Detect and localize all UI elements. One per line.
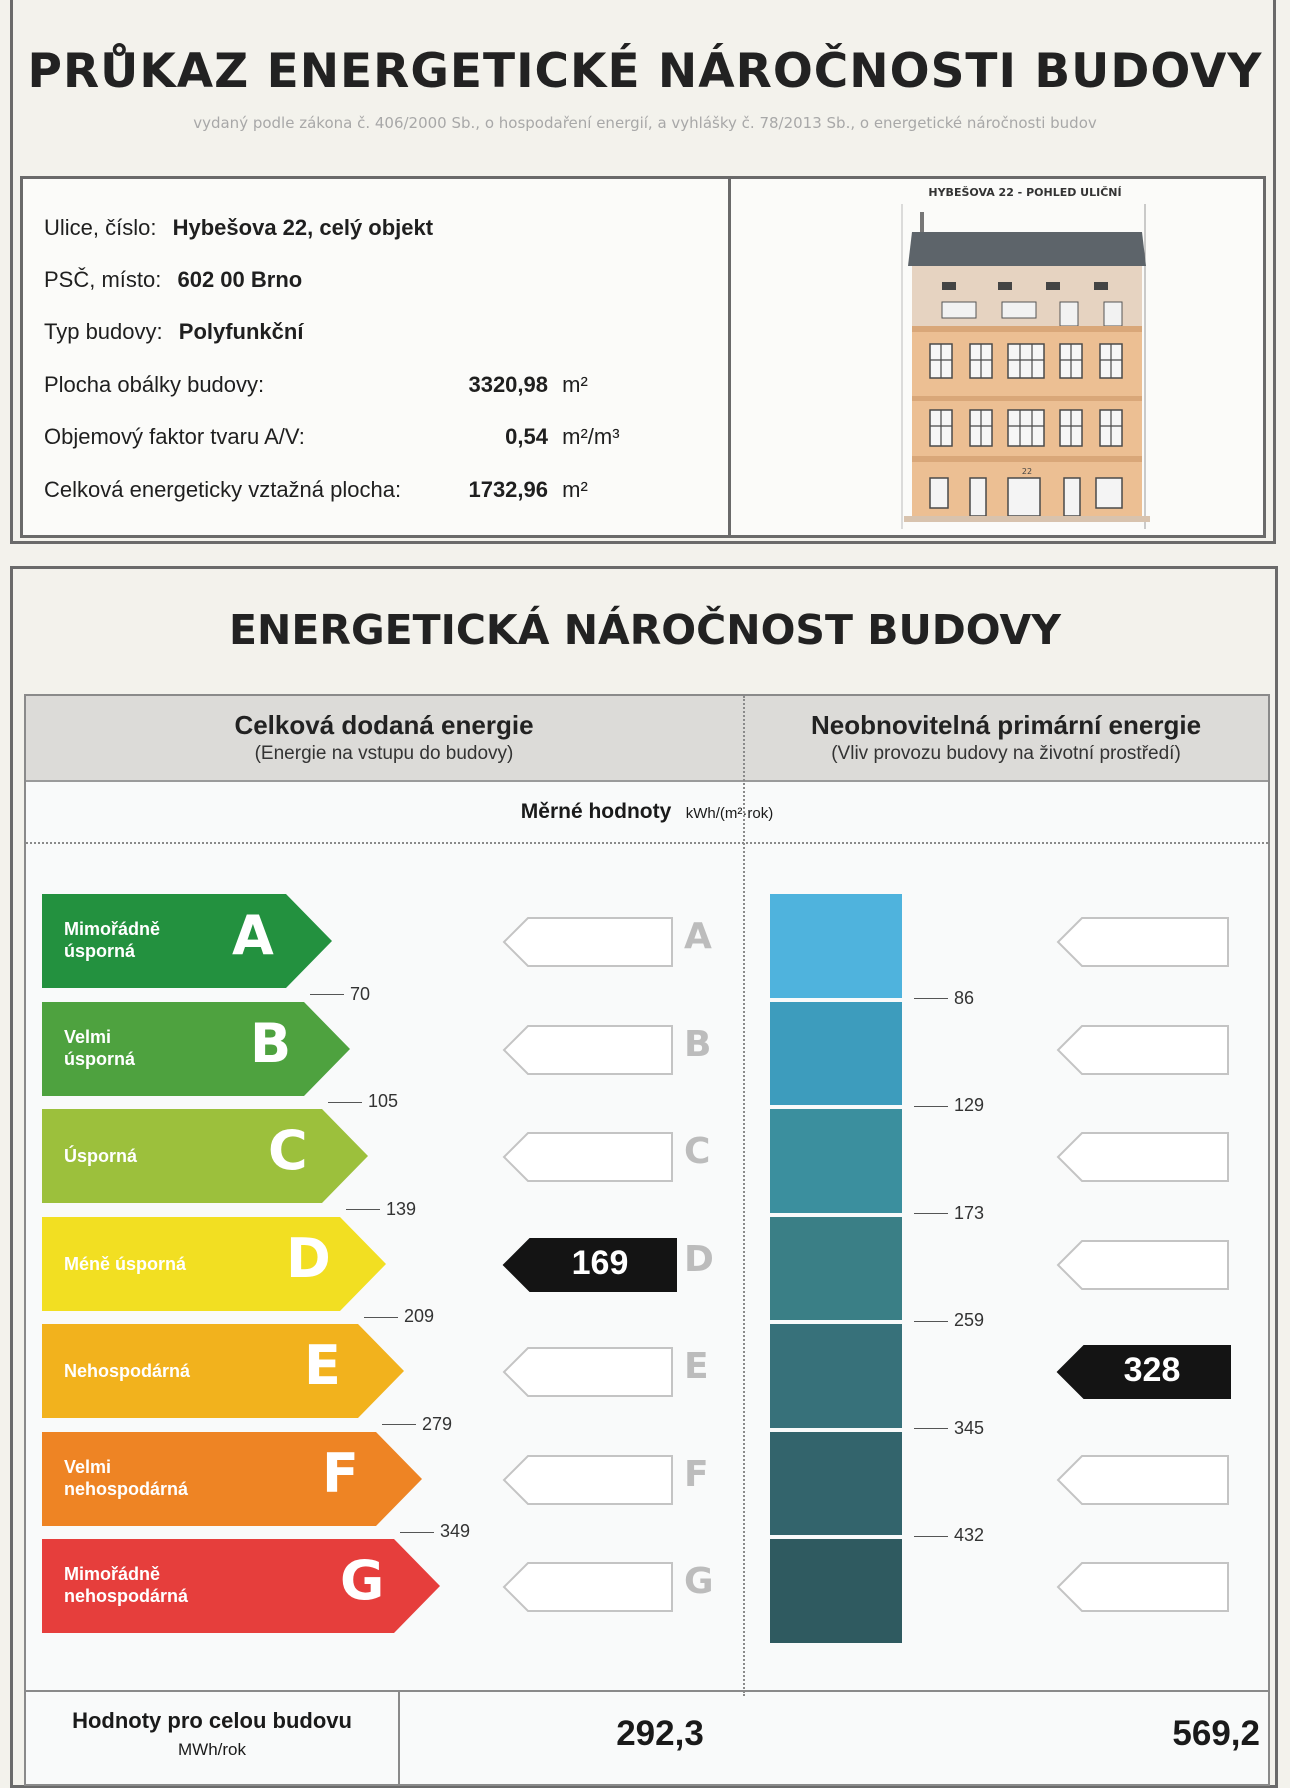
street-label: Ulice, číslo: (44, 215, 157, 240)
delivered-energy-value: 169 (571, 1243, 629, 1282)
shape-value-group (430, 424, 660, 450)
area-row (44, 477, 401, 503)
class-label-d: Méně úsporná (64, 1253, 187, 1274)
class-label-a: Mimořádně úsporná (64, 919, 161, 961)
envelope-value-group (430, 372, 630, 398)
area-value: 1732,96 (468, 477, 548, 502)
type-value: Polyfunkční (178, 319, 304, 344)
right-tick-86: 86 (914, 988, 974, 1009)
class-letter-f: F (322, 1441, 359, 1505)
empty-marker-right-d (1056, 1239, 1230, 1291)
right-column-title: Neobnovitelná primární energie (810, 710, 1202, 740)
city-label: PSČ, místo: (44, 267, 162, 292)
left-tick-209: 209 (364, 1306, 434, 1327)
class-letter-b: B (250, 1011, 292, 1075)
certificate-title: PRŮKAZ ENERGETICKÉ NÁROČNOSTI BUDOVY (27, 44, 1263, 99)
class-label-f: Velmi nehospodárná (64, 1456, 189, 1499)
empty-marker-right-f (1056, 1454, 1230, 1506)
side-letter-b: B (684, 1023, 712, 1065)
totals-label: Hodnoty pro celou budovu (72, 1708, 352, 1733)
empty-marker-right-b (1056, 1024, 1230, 1076)
city-value: 602 00 Brno (177, 267, 303, 292)
left-tick-70: 70 (310, 984, 370, 1005)
class-letter-e: E (304, 1334, 341, 1397)
side-letter-f: F (684, 1453, 709, 1495)
certificate-subtitle: vydaný podle zákona č. 406/2000 Sb., o hospodaření energií, a vyhlášky č. 78/2013 Sb., o energetické náročnosti budov (193, 114, 1097, 132)
empty-marker-left-b (502, 1024, 674, 1076)
specific-values-row (26, 800, 1268, 824)
primary-energy-block-g (770, 1539, 902, 1643)
primary-energy-block-f (770, 1432, 902, 1536)
envelope-unit: m² (562, 372, 588, 397)
area-unit: m² (562, 477, 588, 502)
empty-marker-left-a (502, 916, 674, 968)
envelope-row (44, 372, 264, 398)
empty-marker-right-a (1056, 916, 1230, 968)
class-label-e: Nehospodárná (64, 1361, 191, 1381)
left-tick-105: 105 (328, 1091, 398, 1112)
shape-label: Objemový faktor tvaru A/V: (44, 424, 305, 449)
side-letter-c: C (684, 1131, 711, 1172)
rating-title: ENERGETICKÁ NÁROČNOST BUDOVY (229, 606, 1061, 654)
primary-energy-block-a (770, 894, 902, 998)
left-tick-139: 139 (346, 1199, 416, 1220)
totals-row-top-border (26, 1690, 1268, 1692)
building-elevation-image (890, 184, 1170, 534)
right-column-header (746, 710, 1266, 765)
left-column-title: Celková dodaná energie (234, 710, 534, 740)
class-letter-g: G (340, 1549, 385, 1612)
area-label: Celková energeticky vztažná plocha: (44, 477, 402, 502)
class-letter-a: A (232, 904, 274, 967)
side-letter-d: D (684, 1238, 714, 1280)
class-label-g: Mimořádně nehospodárná (64, 1564, 189, 1606)
specific-values-unit: kWh/(m²·rok) (685, 805, 774, 822)
shape-unit: m²/m³ (562, 424, 620, 449)
totals-label-group (26, 1708, 398, 1760)
side-letter-g: G (684, 1561, 714, 1602)
house-number: 22 (1021, 467, 1033, 476)
street-value: Hybešova 22, celý objekt (172, 215, 434, 240)
totals-unit: MWh/rok (178, 1740, 246, 1759)
shape-row (44, 424, 305, 450)
right-tick-259: 259 (914, 1310, 984, 1331)
area-value-group (430, 477, 630, 503)
empty-marker-left-c (502, 1131, 674, 1183)
empty-marker-left-e (502, 1346, 674, 1398)
class-letter-c: C (268, 1119, 308, 1182)
photo-caption: HYBEŠOVA 22 - POHLED ULIČNÍ (928, 186, 1122, 199)
totals-label-divider (398, 1690, 400, 1786)
city-row (44, 267, 302, 293)
empty-marker-right-c (1056, 1131, 1230, 1183)
primary-energy-block-c (770, 1109, 902, 1213)
primary-energy-value: 328 (1123, 1351, 1181, 1389)
envelope-label: Plocha obálky budovy: (44, 372, 265, 397)
left-tick-349: 349 (400, 1521, 470, 1542)
right-tick-173: 173 (914, 1203, 984, 1224)
primary-energy-block-d (770, 1217, 902, 1321)
shape-value: 0,54 (505, 424, 548, 449)
empty-marker-left-g (502, 1561, 674, 1613)
side-letter-e: E (684, 1346, 709, 1387)
empty-marker-right-g (1056, 1561, 1230, 1613)
type-row (44, 319, 303, 345)
type-label: Typ budovy: (44, 319, 163, 344)
total-delivered-energy: 292,3 (616, 1714, 704, 1753)
right-tick-129: 129 (914, 1095, 984, 1116)
left-tick-279: 279 (382, 1414, 452, 1435)
class-label-c: Úsporná (64, 1146, 138, 1166)
primary-energy-block-e (770, 1324, 902, 1428)
right-tick-345: 345 (914, 1418, 984, 1439)
specific-values-label: Měrné hodnoty (520, 800, 672, 823)
envelope-value: 3320,98 (468, 372, 548, 397)
side-letter-a: A (684, 916, 712, 957)
left-column-subtitle: (Energie na vstupu do budovy) (254, 743, 514, 764)
street-row (44, 215, 433, 241)
primary-energy-block-b (770, 1002, 902, 1106)
class-letter-d: D (286, 1226, 331, 1290)
right-tick-432: 432 (914, 1525, 984, 1546)
class-label-b: Velmi úsporná (64, 1026, 136, 1069)
right-column-subtitle: (Vliv provozu budovy na životní prostředí) (831, 743, 1181, 764)
column-divider (743, 696, 745, 1696)
total-primary-energy: 569,2 (1172, 1714, 1260, 1753)
left-column-header (26, 710, 742, 765)
specific-values-divider (26, 842, 1268, 844)
empty-marker-left-f (502, 1454, 674, 1506)
